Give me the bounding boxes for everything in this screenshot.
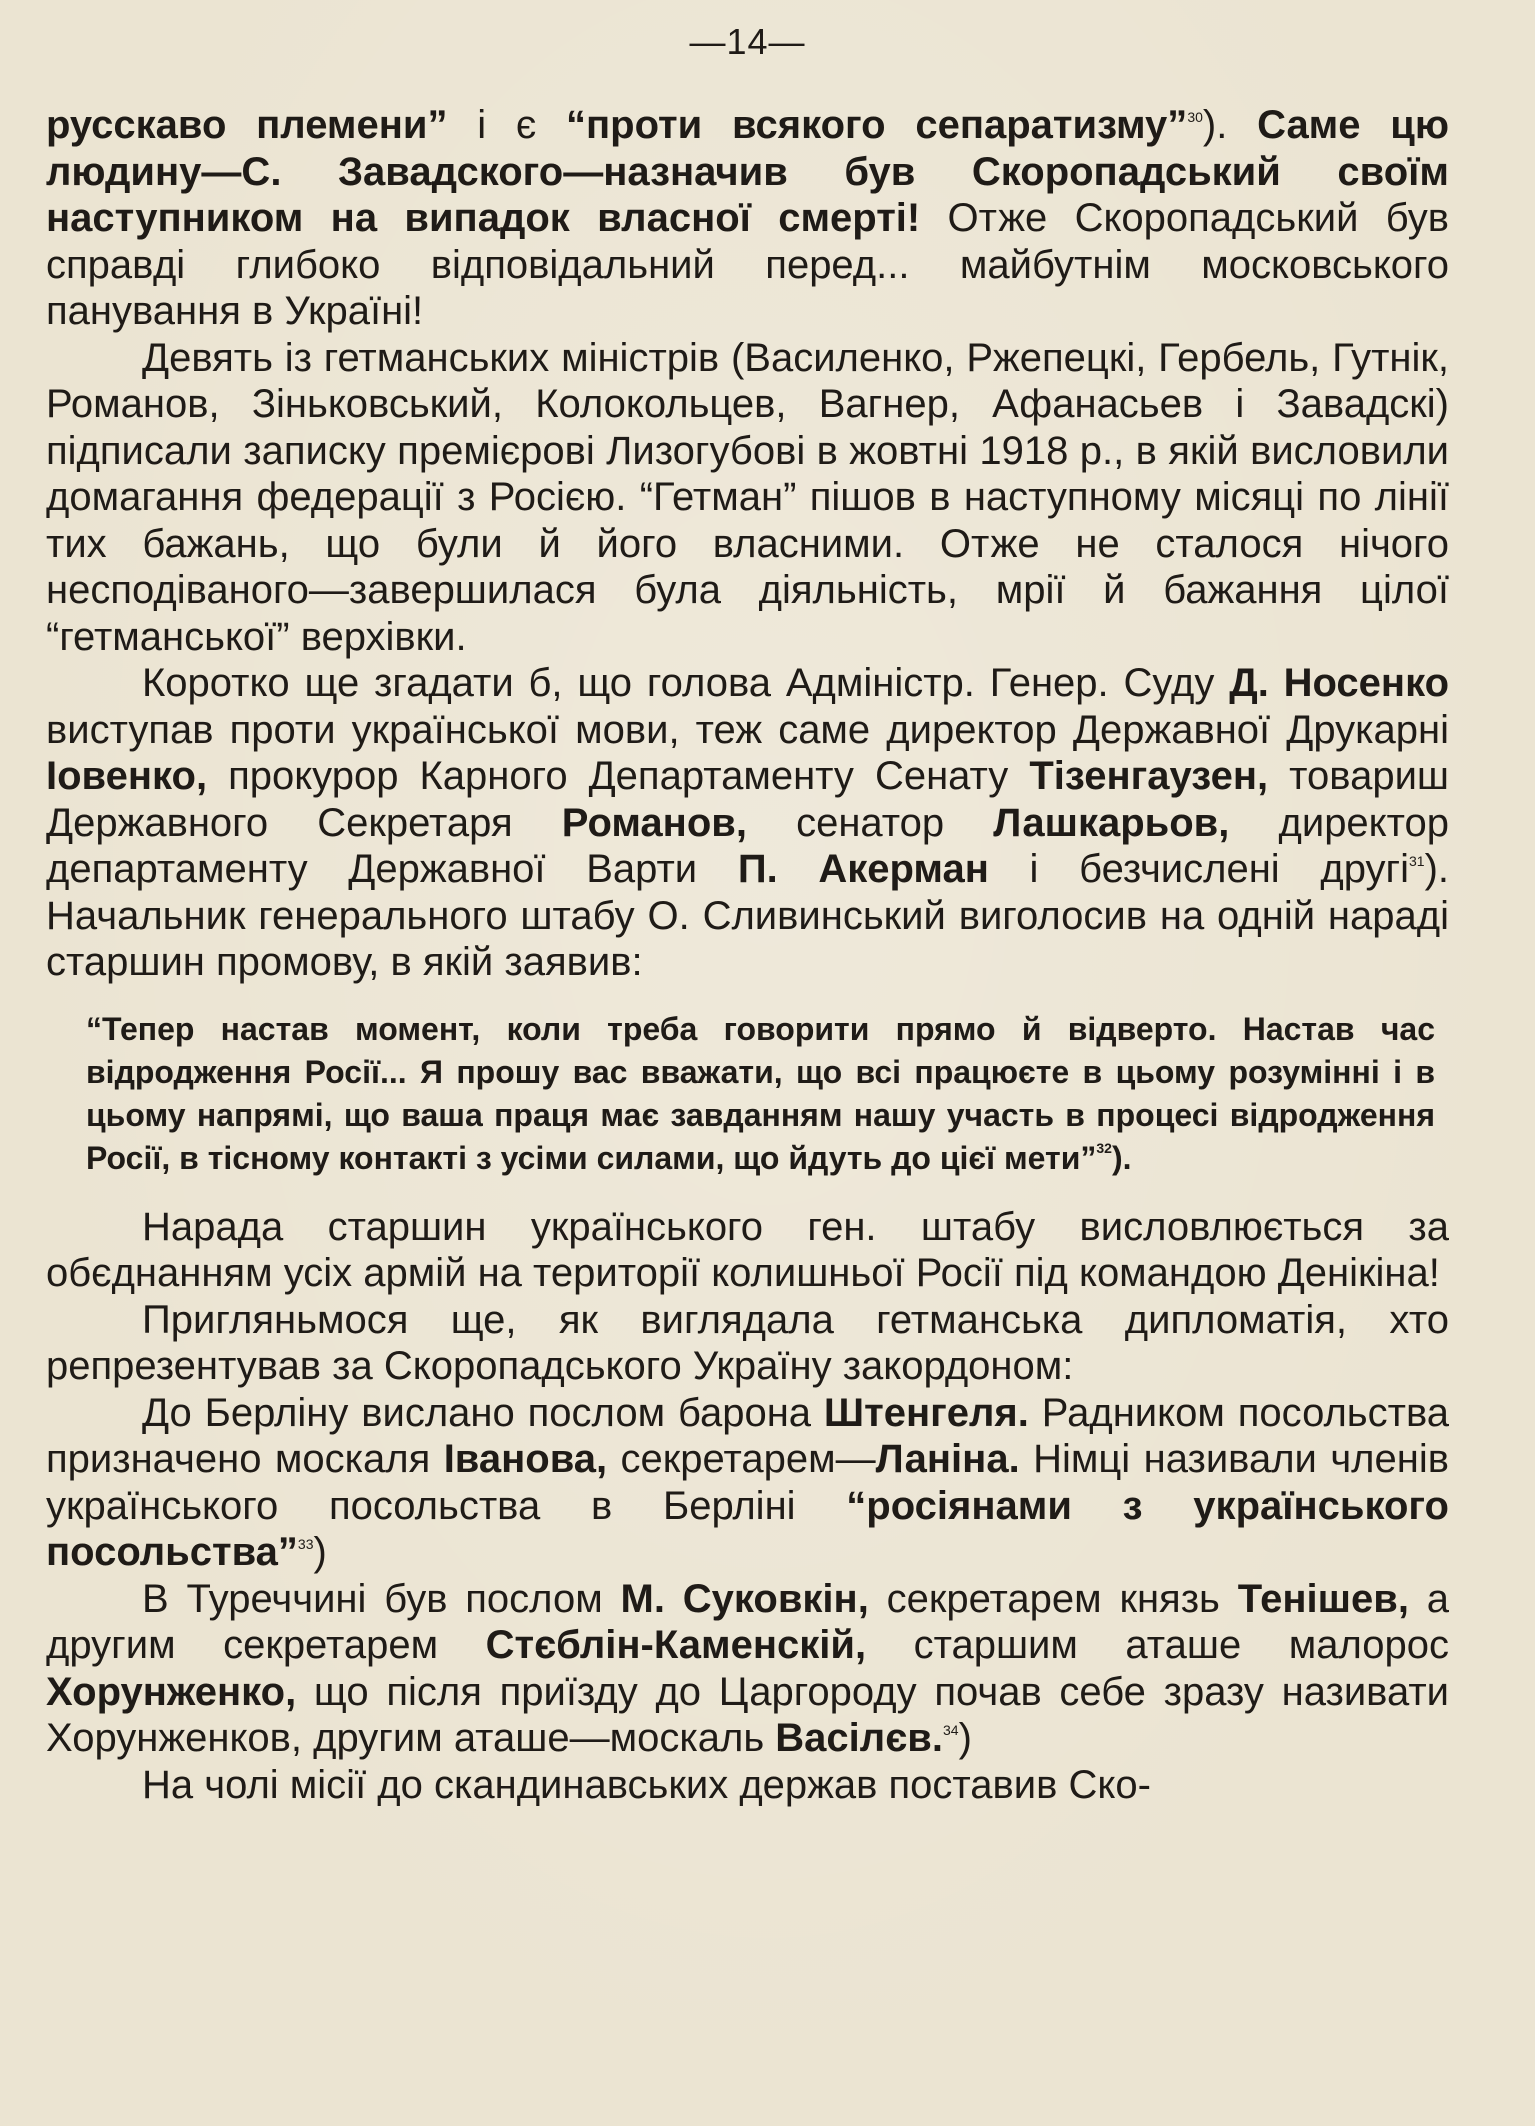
text-run: і є [447, 103, 566, 147]
text-run: що після приїзду до Царгороду почав себе зразу називати Хорунженков, другим аташе—москаль [46, 1669, 1449, 1760]
footnote-ref-30: 30 [1187, 109, 1203, 125]
text-run: товариш Державного Секретаря [46, 754, 1450, 845]
footnote-ref-34: 34 [943, 1722, 959, 1738]
text-run: ) [958, 1716, 972, 1760]
bold-run: Тенішев, [1237, 1576, 1409, 1621]
text-run: Девять із гетманських міністрів (Василенко, Ржепецкі, Гербель, Гутнік, Романов, Зіньковський, Колокольцев, Вагнер, Афанасьев і Завадскі) підписали записку премієрові Лизогубові в жовтні 1918 р., в якій висловили домагання федерації з Росією. “Гетман” пішов в наступному місяці по лінії тих бажань, що були й його власними. Отже не сталося нічого несподіваного—завершилася була діяльність, мрії й бажання цілої “гетманської” верхівки. [46, 335, 1449, 659]
bold-run: Тізенгаузен, [1029, 754, 1269, 798]
bold-run: П. Акерман [737, 847, 989, 891]
text-run: Отже Скоропадський був справді глибоко відповідальний перед... майбутнім московського панування в Україні! [46, 196, 1449, 333]
text-run: ). [1202, 103, 1258, 147]
text-run: секретарем— [607, 1437, 876, 1481]
bold-run: Іванова, [443, 1437, 608, 1481]
text-run: ). Начальник генерального штабу О. Сливинський виголосив на одній нараді старшин промову, в якій заявив: [46, 847, 1449, 984]
body-text-bottom [46, 1204, 1449, 1809]
text-run: і безчислені другі [988, 847, 1409, 891]
bold-run: Саме цю людину—С. Завадского—назначив був Скоропадський своїм наступником на випадок власної смерті! [46, 103, 1450, 240]
bold-run: “проти всякого сепаратизму” [566, 103, 1188, 147]
text-run: Коротко ще згадати б, що голова Адміністр. Генер. Суду [142, 661, 1230, 705]
bold-run: Лашкарьов, [993, 800, 1230, 845]
bold-run: Стєблін-Каменскій, [485, 1623, 867, 1667]
paragraph-p7 [46, 1576, 1449, 1762]
text-run: ) [313, 1530, 327, 1574]
text-run: а другим секретарем [46, 1576, 1450, 1667]
bold-run: русскаво племени” [46, 103, 448, 147]
text-run: В Туреччині був послом [142, 1576, 621, 1621]
bold-run: “росіянами з українського посольства” [46, 1483, 1449, 1574]
quote-text: “Тепер настав момент, коли треба говорити прямо й відверто. Настав час відродження Росії... Я прошу вас вважати, що всі працюєте в цьому розумінні і в цьому напрямі, що ваша праця має завданням нашу участь в процесі відродження Росії, в тісному контакті з усіми силами, що йдуть до цієї мети” [86, 1010, 1435, 1176]
footnote-ref-33: 33 [297, 1536, 314, 1552]
text-run: На чолі місії до скандинавських держав поставив Ско- [142, 1762, 1151, 1807]
bold-run: Штенгеля. [823, 1390, 1029, 1435]
paragraph-p8 [46, 1762, 1449, 1809]
text-run: секретарем князь [868, 1576, 1238, 1621]
paragraph-p5 [46, 1297, 1449, 1390]
paragraph-p2 [46, 335, 1449, 661]
block-quote [46, 1008, 1449, 1180]
text-run: Німці називали членів українського посольства в Берліні [46, 1437, 1449, 1528]
text-run: До Берліну вислано послом барона [142, 1390, 824, 1435]
text-run: Пригляньмося ще, як виглядала гетманська дипломатія, хто репрезентував за Скоропадського Україну закордоном: [46, 1297, 1449, 1388]
bold-run: Іовенко, [46, 754, 208, 798]
paragraph-p1 [46, 102, 1449, 335]
bold-run: Д. Носенко [1229, 661, 1450, 705]
text-run: Нарада старшин українського ген. штабу висловлюється за обєднанням усіх армій на території колишньої Росії під командою Денікіна! [46, 1204, 1449, 1295]
paragraph-p4 [46, 1204, 1449, 1297]
footnote-ref-32: 32 [1096, 1139, 1112, 1156]
footnote-ref-31: 31 [1408, 853, 1425, 869]
paragraph-p3 [46, 660, 1449, 986]
bold-run: М. Суковкін, [620, 1576, 869, 1621]
text-run: директор департаменту Державної Варти [46, 800, 1449, 891]
bold-run: Васілєв. [775, 1716, 943, 1760]
page-number: —14— [689, 21, 806, 62]
text-run: старшим аташе малорос [866, 1623, 1449, 1667]
bold-run: Ланіна. [875, 1437, 1020, 1481]
bold-run: Романов, [561, 800, 747, 845]
text-run: сенатор [746, 800, 994, 845]
paragraph-p6 [46, 1390, 1449, 1576]
text-run: Радником посольства призначено москаля [46, 1390, 1449, 1481]
text-run: виступав проти української мови, теж саме директор Державної Друкарні [46, 707, 1449, 752]
body-text-top [46, 102, 1449, 986]
text-run: прокурор Карного Департаменту Сенату [207, 754, 1030, 798]
quote-tail: ). [1111, 1139, 1132, 1176]
bold-run: Хорунженко, [46, 1669, 297, 1714]
